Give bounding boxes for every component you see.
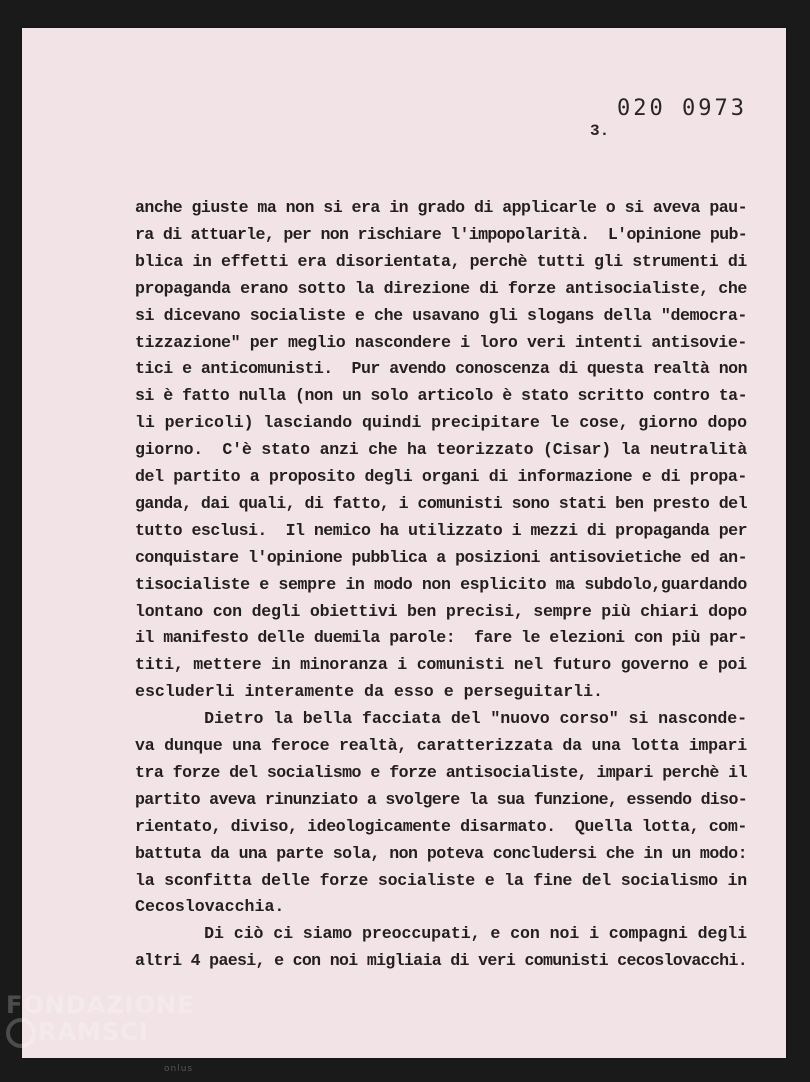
- text-line: del partito a proposito degli organi di informazione e di propa-: [135, 467, 747, 486]
- page-number: 3.: [590, 122, 610, 140]
- text-line: anche giuste ma non si era in grado di applicarle o si aveva pau-: [135, 198, 747, 217]
- text-line: la sconfitta delle forze socialiste e la fine del socialismo in: [135, 870, 747, 890]
- text-line: tizzazione" per meglio nascondere i loro veri intenti antisovie-: [135, 332, 747, 352]
- text-line: va dunque una feroce realtà, caratterizzata da una lotta impari: [135, 736, 747, 755]
- text-line: giorno. C'è stato anzi che ha teorizzato (Cisar) la neutralità: [135, 440, 747, 460]
- text-line: conquistare l'opinione pubblica a posizioni antisovietiche ed an-: [135, 547, 747, 567]
- watermark-onlus: onlus: [164, 1064, 194, 1074]
- text-line: li pericoli) lasciando quindi precipitare le cose, giorno dopo: [135, 413, 747, 433]
- text-line: battuta da una parte sola, non poteva concludersi che in un modo:: [135, 843, 747, 863]
- text-line: propaganda erano sotto la direzione di forze antisocialiste, che: [135, 278, 747, 298]
- g-logo-icon: [6, 1018, 36, 1048]
- text-line: titi, mettere in minoranza i comunisti nel futuro governo e poi: [135, 655, 747, 675]
- text-line: Di ciò ci siamo preoccupati, e con noi i compagni degli: [135, 924, 747, 944]
- text-line: ra di attuarle, per non rischiare l'impopolarità. L'opinione pub-: [135, 224, 747, 244]
- archive-number: 020 0973: [617, 96, 747, 121]
- text-line: lontano con degli obiettivi ben precisi, sempre più chiari dopo: [135, 601, 747, 621]
- text-line: si è fatto nulla (non un solo articolo è stato scritto contro ta-: [135, 386, 747, 406]
- fondazione-gramsci-watermark: [6, 991, 195, 1074]
- text-line: tutto esclusi. Il nemico ha utilizzato i mezzi di propaganda per: [135, 520, 747, 540]
- text-line: rientato, diviso, ideologicamente disarmato. Quella lotta, com-: [135, 816, 747, 836]
- text-line: il manifesto delle duemila parole: fare le elezioni con più par-: [135, 628, 747, 648]
- watermark-line-2: RAMSCI: [38, 1018, 149, 1046]
- text-line: Dietro la bella facciata del "nuovo corso" si nasconde-: [135, 709, 747, 729]
- watermark-line-1: FONDAZIONE: [6, 991, 195, 1019]
- text-line: ganda, dai quali, di fatto, i comunisti sono stati ben presto del: [135, 493, 747, 513]
- text-line: escluderli interamente da esso e perseguitarli.: [135, 682, 604, 702]
- text-line: tisocialiste e sempre in modo non esplicito ma subdolo,guardando: [135, 574, 747, 594]
- text-line: partito aveva rinunziato a svolgere la sua funzione, essendo diso-: [135, 789, 747, 809]
- text-line: si dicevano socialiste e che usavano gli slogans della "democra-: [135, 305, 747, 325]
- text-line: altri 4 paesi, e con noi migliaia di veri comunisti cecoslovacchi.: [135, 951, 747, 971]
- text-line: tra forze del socialismo e forze antisocialiste, impari perchè il: [135, 762, 747, 782]
- text-line: blica in effetti era disorientata, perchè tutti gli strumenti di: [135, 251, 747, 271]
- text-line: Cecoslovacchia.: [135, 897, 285, 917]
- text-line: tici e anticomunisti. Pur avendo conoscenza di questa realtà non: [135, 359, 747, 379]
